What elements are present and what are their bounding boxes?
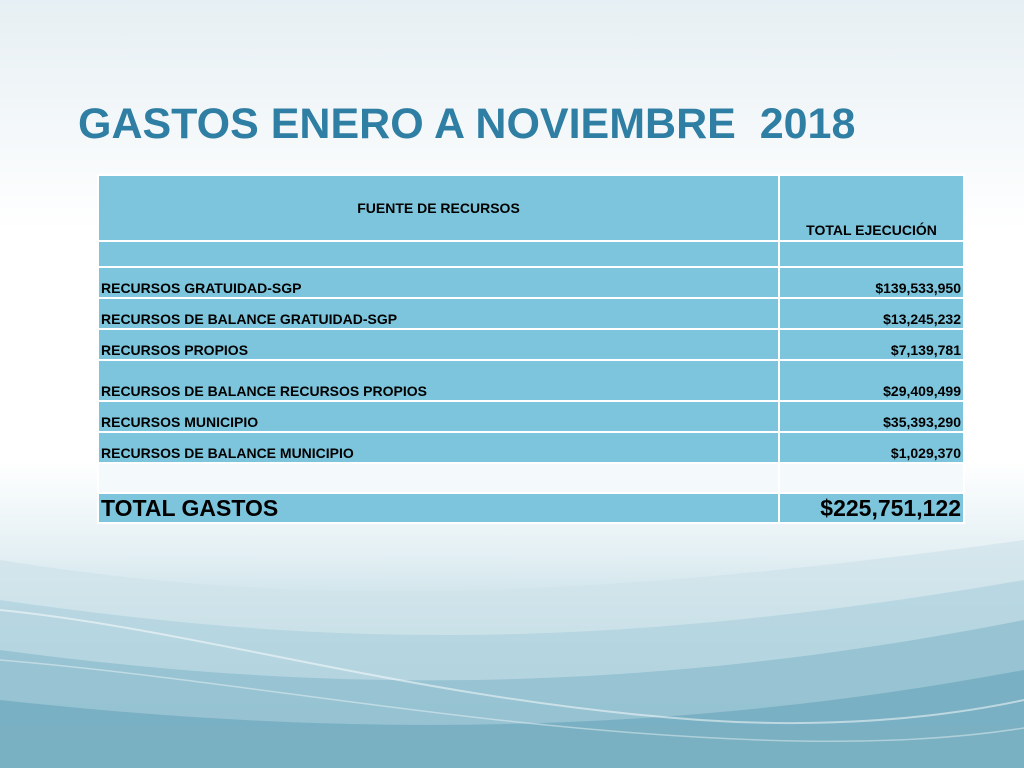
row-source: RECURSOS DE BALANCE RECURSOS PROPIOS	[98, 360, 779, 401]
row-amount: $29,409,499	[779, 360, 964, 401]
row-source: RECURSOS PROPIOS	[98, 329, 779, 360]
row-amount: $13,245,232	[779, 298, 964, 329]
row-amount: $139,533,950	[779, 267, 964, 298]
table-total-row	[98, 493, 964, 523]
table-row	[98, 432, 964, 463]
total-amount: $225,751,122	[779, 493, 964, 523]
table-header-row	[98, 175, 964, 241]
table-row	[98, 267, 964, 298]
table-spacer-row	[98, 241, 964, 267]
expenses-table	[97, 174, 965, 524]
column-header-total: TOTAL EJECUCIÓN	[779, 175, 964, 241]
row-amount: $1,029,370	[779, 432, 964, 463]
table-row	[98, 329, 964, 360]
row-amount: $7,139,781	[779, 329, 964, 360]
table-row	[98, 401, 964, 432]
row-source: RECURSOS DE BALANCE GRATUIDAD-SGP	[98, 298, 779, 329]
row-source: RECURSOS GRATUIDAD-SGP	[98, 267, 779, 298]
table-spacer-row	[98, 463, 964, 493]
page-title: GASTOS ENERO A NOVIEMBRE 2018	[78, 100, 856, 148]
total-label: TOTAL GASTOS	[98, 493, 779, 523]
row-source: RECURSOS MUNICIPIO	[98, 401, 779, 432]
table-row	[98, 360, 964, 401]
row-source: RECURSOS DE BALANCE MUNICIPIO	[98, 432, 779, 463]
row-amount: $35,393,290	[779, 401, 964, 432]
table-row	[98, 298, 964, 329]
column-header-source: FUENTE DE RECURSOS	[98, 175, 779, 241]
